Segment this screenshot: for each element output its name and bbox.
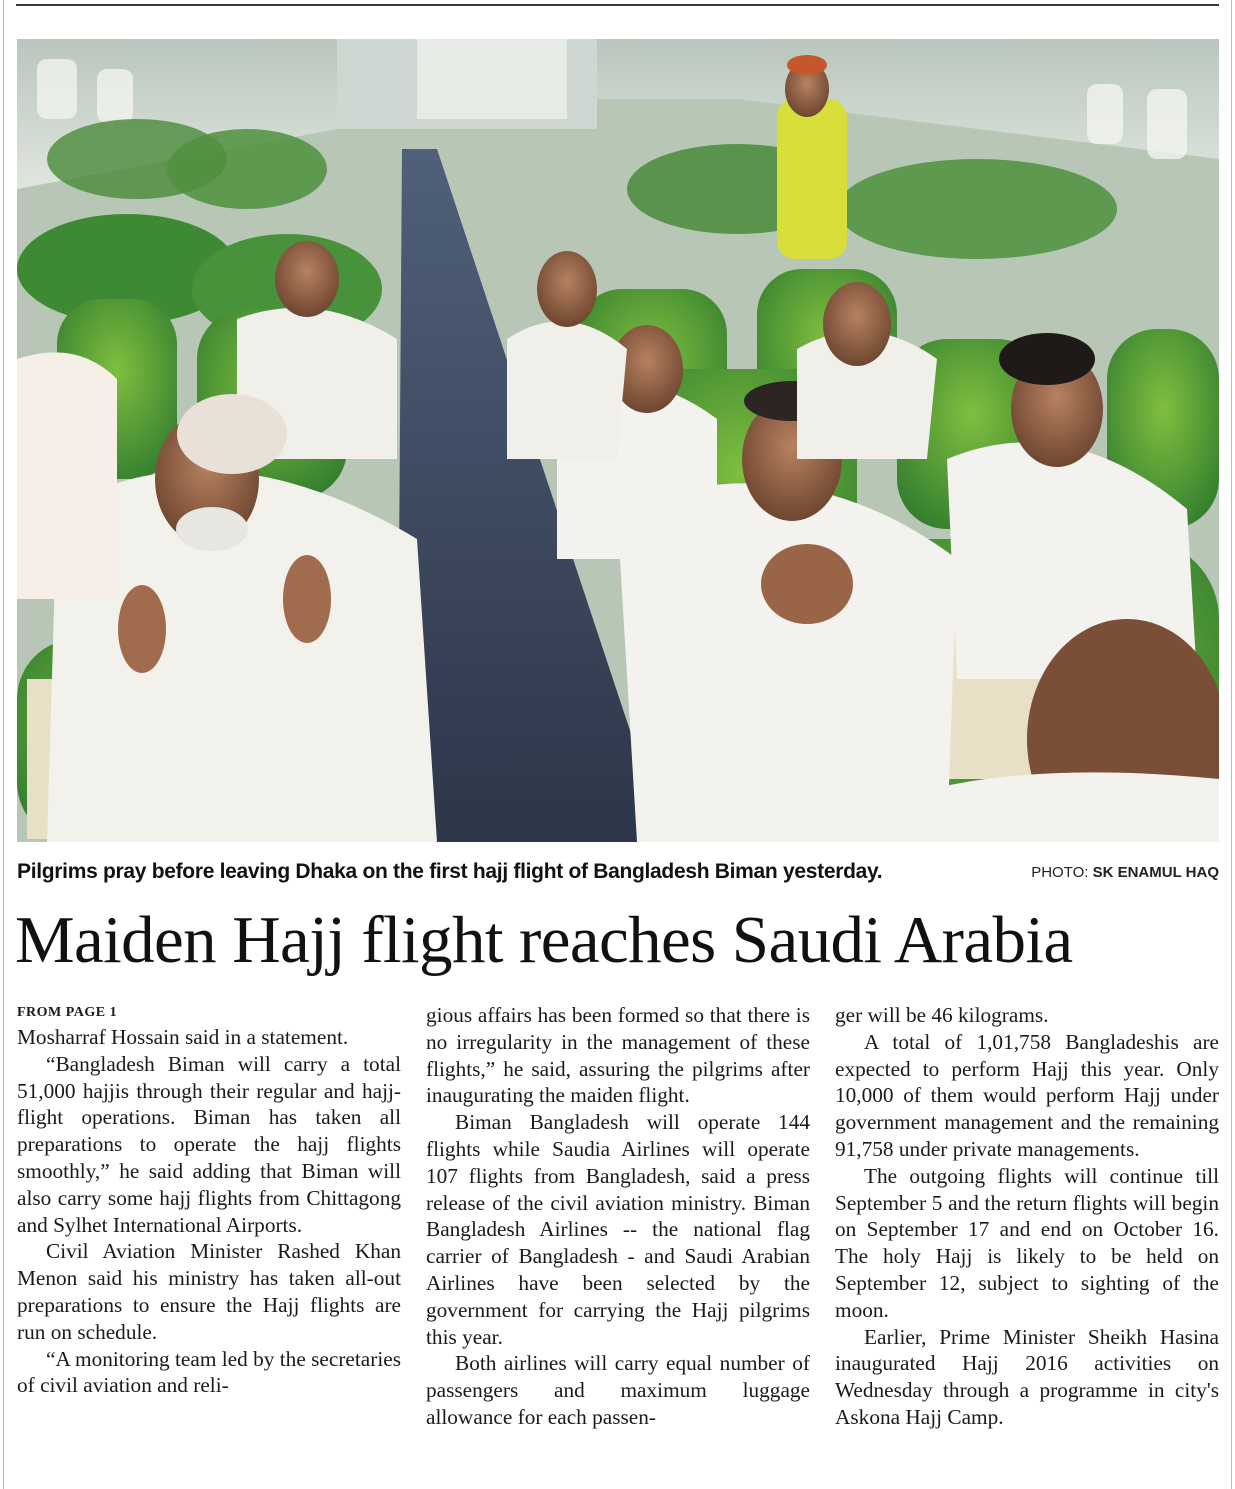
- paragraph: “A monitoring team led by the secretaries of civil aviation and reli-: [17, 1346, 401, 1398]
- photo-credit-name: SK ENAMUL HAQ: [1092, 863, 1219, 881]
- right-page-edge: [1231, 0, 1232, 1489]
- continued-from-kicker: FROM PAGE 1: [17, 1005, 118, 1020]
- paragraph: “Bangladesh Biman will carry a total 51,000 hajjis through their regular and hajj-flight operations. Biman has taken all preparations to operate the hajj flights smoothly,” he said adding that Biman will also carry some hajj flights from Chittagong and Sylhet International Airports.: [17, 1051, 401, 1237]
- article-column-1: [17, 1002, 401, 1486]
- paragraph: gious affairs has been formed so that there is no irregularity in the management of these flights,” he said, assuring the pilgrims after inaugurating the maiden flight.: [426, 1003, 810, 1108]
- headline: Maiden Hajj flight reaches Saudi Arabia: [15, 903, 1073, 977]
- photo-credit-label: PHOTO:: [1031, 863, 1089, 881]
- paragraph: A total of 1,01,758 Bangladeshis are expected to perform Hajj this year. Only 10,000 of them would perform Hajj under government management and the remaining 91,758 under private managements.: [835, 1029, 1219, 1161]
- paragraph: Both airlines will carry equal number of passengers and maximum luggage allowance for each passen-: [426, 1351, 810, 1429]
- paragraph: ger will be 46 kilograms.: [835, 1003, 1049, 1027]
- aircraft-cabin-photo: [17, 39, 1219, 842]
- paragraph: The outgoing flights will continue till September 5 and the return flights will begin on September 17 and end on October 16. The holy Hajj is likely to be held on September 12, subject to sighting of the moon.: [835, 1163, 1219, 1322]
- news-photo: [17, 39, 1219, 842]
- paragraph: Mosharraf Hossain said in a statement.: [17, 1025, 349, 1049]
- photo-credit: [1031, 864, 1219, 881]
- article-column-2: [426, 1002, 810, 1486]
- article-column-3: [835, 1002, 1219, 1486]
- paragraph: Biman Bangladesh will operate 144 flights while Saudia Airlines will operate 107 flights from Bangladesh, said a press release of the civil aviation ministry. Biman Bangladesh Airlines -- the national flag carrier of Bangladesh - and Saudi Arabian Airlines have been selected by the government for carrying the Hajj pilgrims this year.: [426, 1110, 810, 1349]
- photo-caption: Pilgrims pray before leaving Dhaka on the first hajj flight of Bangladesh Biman yesterday.: [17, 860, 883, 883]
- photo-caption-bar: [17, 856, 1219, 888]
- paragraph: Earlier, Prime Minister Sheikh Hasina inaugurated Hajj 2016 activities on Wednesday through a programme in city's Askona Hajj Camp.: [835, 1324, 1219, 1429]
- left-page-edge: [3, 0, 4, 1489]
- paragraph: Civil Aviation Minister Rashed Khan Menon said his ministry has taken all-out preparations to ensure the Hajj flights are run on schedule.: [17, 1239, 401, 1344]
- top-rule: [16, 4, 1219, 6]
